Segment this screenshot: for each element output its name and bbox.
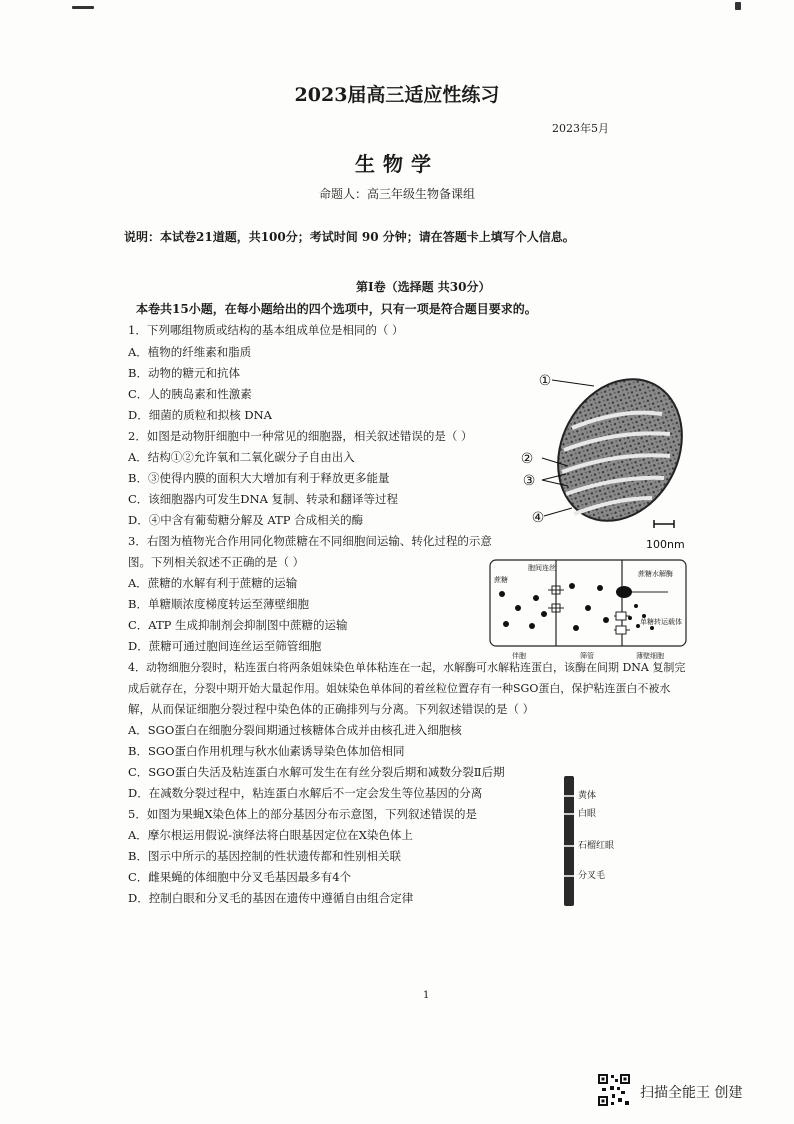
question-option: C．该细胞器内可发生DNA 复制、转录和翻译等过程 <box>128 492 399 506</box>
question-stem: 5．如图为果蝇X染色体上的部分基因分布示意图，下列叙述错误的是 <box>128 807 478 821</box>
label-companion-cell: 伴胞 <box>512 652 526 660</box>
question-option: D．细菌的质粒和拟核 DNA <box>128 408 272 422</box>
page-number: 1 <box>423 990 430 1001</box>
mitochondrion-body <box>531 368 702 543</box>
exam-subject: 生物学 <box>355 152 439 176</box>
question-option: B．动物的糖元和抗体 <box>128 366 240 380</box>
chromosome-figure <box>560 774 650 908</box>
question-option: B．③使得内膜的面积大大增加有利于释放更多能量 <box>128 471 390 485</box>
gene-yellow-body: 黄体 <box>578 791 597 801</box>
question-stem: 成后就存在，分裂中期开始大量起作用。姐妹染色单体间的着丝粒位置存有一种SGO蛋白，保护粘连蛋白不被水 <box>128 682 671 695</box>
scanner-watermark: 扫描全能王 创建 <box>640 1085 743 1101</box>
label-sucrose: 蔗糖 <box>494 576 508 584</box>
question-stem: 3．右图为植物光合作用同化物蔗糖在不同细胞间运输、转化过程的示意 <box>128 534 492 548</box>
question-option: C．ATP 生成抑制剂会抑制图中蔗糖的运输 <box>128 618 348 632</box>
label-parenchyma: 薄壁细胞 <box>636 652 664 660</box>
question-option: A．摩尔根运用假说-演绎法将白眼基因定位在X染色体上 <box>128 828 413 842</box>
question-stem: 1．下列哪组物质或结构的基本组成单位是相同的（ ） <box>128 323 404 337</box>
scale-label: 100nm <box>646 538 685 551</box>
section-instruction: 本卷共15小题，在每小题给出的四个选项中，只有一项是符合题目要求的。 <box>136 302 537 316</box>
label-3: ③ <box>522 473 536 489</box>
scan-speck <box>735 2 741 10</box>
scan-speck <box>72 6 94 9</box>
gene-white-eye: 白眼 <box>578 809 597 819</box>
question-option: A．SGO蛋白在细胞分裂间期通过核糖体合成并由核孔进入细胞核 <box>128 723 462 737</box>
qr-code-icon <box>597 1073 631 1107</box>
label-transporter: 单糖转运载体 <box>640 618 682 626</box>
question-stem: 4．动物细胞分裂时，粘连蛋白将两条姐妹染色单体粘连在一起，水解酶可水解粘连蛋白，该酶在间期 DNA 复制完 <box>128 661 686 674</box>
label-2: ② <box>520 451 534 467</box>
exam-date: 2023年5月 <box>552 122 609 135</box>
question-option: A．蔗糖的水解有利于蔗糖的运输 <box>128 576 298 590</box>
label-invertase: 蔗糖水解酶 <box>638 570 673 578</box>
question-option: D．蔗糖可通过胞间连丝运至筛管细胞 <box>128 639 322 653</box>
question-option: C．SGO蛋白失活及粘连蛋白水解可发生在有丝分裂后期和减数分裂Ⅱ后期 <box>128 765 505 779</box>
question-stem: 解，从而保证细胞分裂过程中染色体的正确排列与分离。下列叙述错误的是（ ） <box>128 702 535 716</box>
label-1: ① <box>538 373 552 389</box>
question-option: B．SGO蛋白作用机理与秋水仙素诱导染色体加倍相同 <box>128 744 405 758</box>
question-option: A．结构①②允许氧和二氧化碳分子自由出入 <box>128 450 355 464</box>
question-option: B．单糖顺浓度梯度转运至薄壁细胞 <box>128 597 309 611</box>
question-option: D．④中含有葡萄糖分解及 ATP 合成相关的酶 <box>128 513 364 527</box>
gene-forked-bristle: 分叉毛 <box>578 871 606 881</box>
section-title: 第Ⅰ卷（选择题 共30分） <box>356 280 491 294</box>
question-option: C．雌果蝇的体细胞中分叉毛基因最多有4个 <box>128 870 352 884</box>
gene-garnet-eye: 石榴红眼 <box>578 841 615 851</box>
question-option: D．控制白眼和分叉毛的基因在遗传中遵循自由组合定律 <box>128 891 414 905</box>
sucrose-transport-figure <box>488 558 688 662</box>
label-4: ④ <box>531 510 545 526</box>
exam-note: 说明：本试卷21道题，共100分；考试时间 90 分钟；请在答题卡上填写个人信息。 <box>124 230 575 244</box>
question-option: D．在减数分裂过程中，粘连蛋白水解后不一定会发生等位基因的分离 <box>128 786 483 800</box>
label-plasmodesmata: 胞间连丝 <box>528 564 556 572</box>
question-stem: 2．如图是动物肝细胞中一种常见的细胞器，相关叙述错误的是（ ） <box>128 429 473 443</box>
question-stem: 图。下列相关叙述不正确的是（ ） <box>128 555 305 569</box>
exam-title: 2023届高三适应性练习 <box>294 84 500 106</box>
question-option: C．人的胰岛素和性激素 <box>128 387 252 401</box>
question-option: B．图示中所示的基因控制的性状遗传都和性别相关联 <box>128 849 401 863</box>
question-option: A．植物的纤维素和脂质 <box>128 345 252 359</box>
exam-author: 命题人：高三年级生物备课组 <box>318 187 475 201</box>
mitochondrion-figure <box>512 368 702 558</box>
label-sieve-tube: 筛管 <box>580 652 594 660</box>
